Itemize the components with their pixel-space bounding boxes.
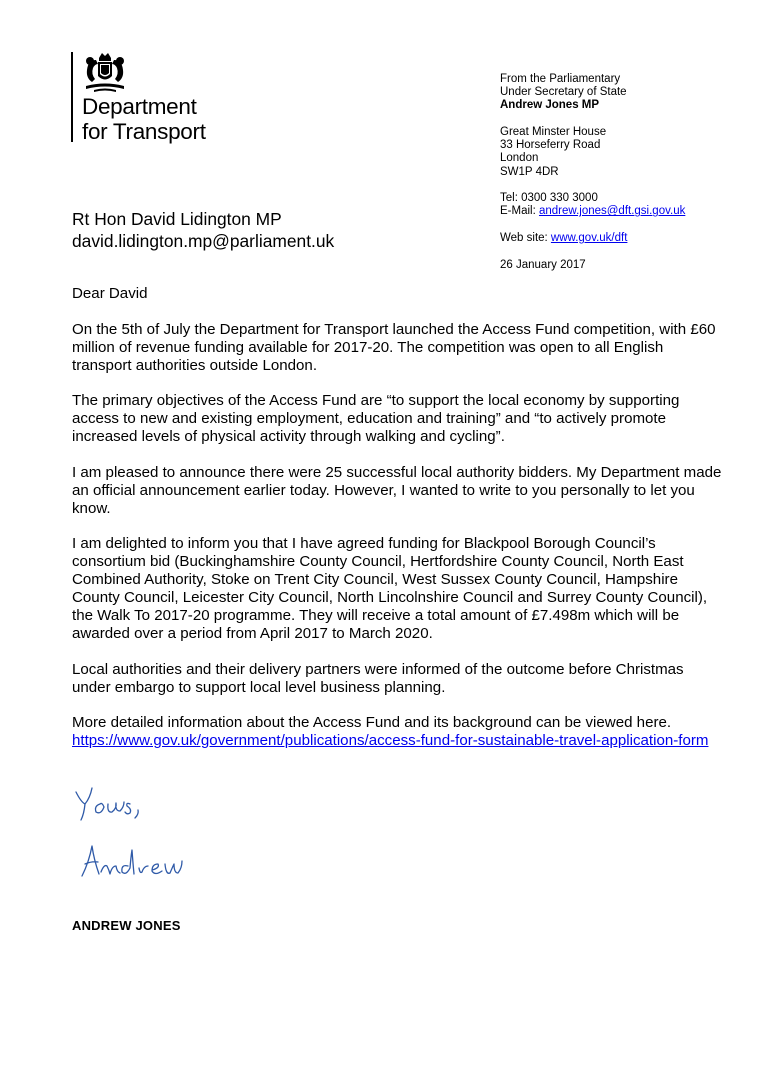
yours-stroke: [135, 810, 138, 818]
paragraph: The primary objectives of the Access Fund are “to support the local economy by supporting access to new and existing employment, education and training” and “to actively promote increased levels of physical activity through walking and cycling”.: [72, 392, 680, 445]
logo-line-1: Department: [82, 94, 197, 119]
letter-date: 26 January 2017: [500, 258, 586, 271]
letter-body: [72, 285, 722, 768]
closing-text: More detailed information about the Access Fund and its background can be viewed here.: [72, 714, 672, 731]
paragraph: Local authorities and their delivery partners were informed of the outcome before Christmas under embargo to support local level business planning.: [72, 660, 684, 696]
signature-strokes: [76, 788, 182, 876]
closing-paragraph: [72, 714, 722, 750]
recipient-block: [72, 208, 334, 252]
access-fund-link[interactable]: https://www.gov.uk/government/publications/access-fund-for-sustainable-travel-application-form: [72, 732, 709, 749]
telephone: Tel: 0300 330 3000: [500, 192, 598, 205]
paragraph: I am pleased to announce there were 25 successful local authority bidders. My Department made an official announcement earlier today. However, I wanted to write to you personally to let you know.: [72, 463, 722, 517]
handwritten-signature: [72, 780, 212, 890]
andrew-stroke: [82, 846, 99, 876]
andrew-stroke: [139, 866, 148, 873]
sender-line-2: Under Secretary of State: [500, 86, 627, 99]
yours-stroke: [125, 803, 131, 813]
sender-block: [500, 73, 685, 272]
address-line: Great Minster House: [500, 126, 607, 138]
department-logo-text: [82, 94, 206, 144]
andrew-stroke: [122, 850, 134, 874]
paragraph: On the 5th of July the Department for Transport launched the Access Fund competition, with £60 million of revenue funding available for 2017-20. The competition was open to all English transport authorities outside London.: [72, 320, 716, 374]
address-line: SW1P 4DR: [500, 165, 559, 178]
andrew-stroke: [152, 864, 162, 874]
signatory-name: ANDREW JONES: [72, 918, 181, 933]
logo-line-2: for Transport: [82, 119, 206, 144]
andrew-stroke: [165, 861, 182, 873]
email-label: E-Mail:: [500, 205, 539, 218]
royal-coat-of-arms-icon: [80, 52, 130, 94]
yours-stroke: [108, 802, 124, 812]
website-link[interactable]: www.gov.uk/dft: [550, 232, 628, 244]
andrew-stroke: [101, 866, 120, 874]
email-row: [500, 205, 685, 218]
salutation: Dear David: [72, 285, 148, 302]
email-link[interactable]: andrew.jones@dft.gsi.gov.uk: [538, 205, 686, 218]
address-line: 33 Horseferry Road: [500, 139, 601, 152]
logo-rule: [71, 52, 73, 142]
recipient-email: david.lidington.mp@parliament.uk: [72, 231, 335, 251]
yours-stroke: [76, 788, 92, 820]
address-line: London: [500, 152, 539, 165]
website-row: [500, 232, 685, 245]
paragraph: I am delighted to inform you that I have agreed funding for Blackpool Borough Council’s consortium bid (Buckinghamshire County Council, Hertfordshire County Council, North East Combined Authority, Stoke on Trent City Council, West Sussex County Council, Hampshire County Council, Leicester City Council, North Lincolnshire Council and Surrey County Council), the Walk To 2017-20 programme. They will receive a total amount of £7.498m which will be awarded over a period from April 2017 to March 2020.: [72, 535, 708, 642]
recipient-name: Rt Hon David Lidington MP: [72, 209, 282, 229]
website-label: Web site:: [500, 232, 551, 244]
sender-name: Andrew Jones MP: [500, 99, 600, 112]
sender-line-1: From the Parliamentary: [500, 73, 621, 85]
yours-stroke: [96, 803, 105, 812]
